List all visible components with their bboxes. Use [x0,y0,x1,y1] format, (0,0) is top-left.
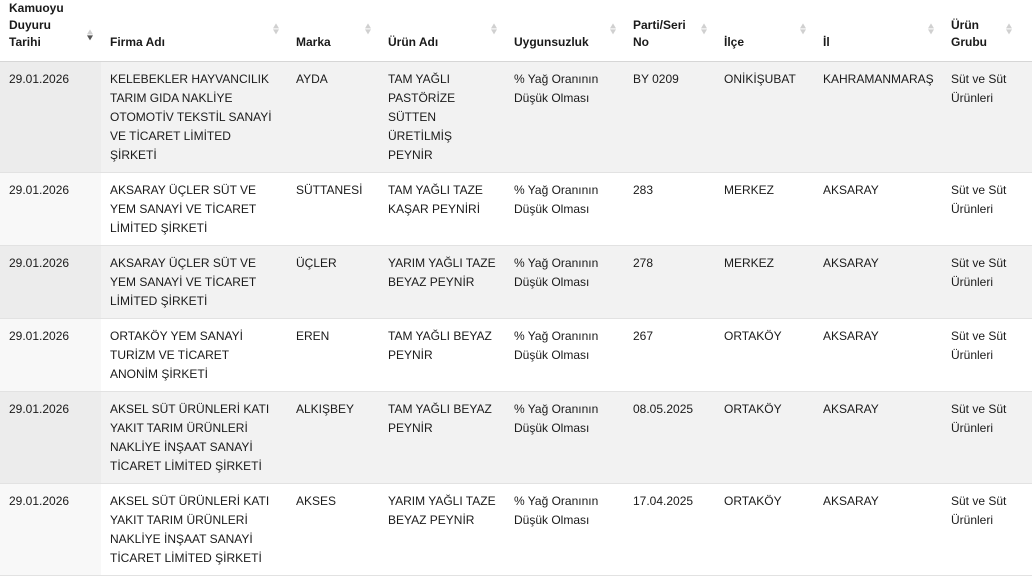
column-header-label: İl [823,35,830,49]
column-header-label: Uygunsuzluk [514,35,589,49]
cell-firm: KELEBEKLER HAYVANCILIK TARIM GIDA NAKLİYE OTOMOTİV TEKSTİL SANAYİ VE TİCARET LİMİTED ŞİRKETİ [101,62,287,173]
cell-batch: BY 0209 [624,62,715,173]
cell-brand: ALKIŞBEY [287,392,379,484]
cell-batch: 17.04.2025 [624,484,715,576]
column-header-date[interactable] [0,0,101,62]
cell-issue: % Yağ Oranının Düşük Olması [505,392,624,484]
cell-brand: ÜÇLER [287,246,379,319]
cell-district: ORTAKÖY [715,319,814,392]
cell-product: TAM YAĞLI PASTÖRİZE SÜTTEN ÜRETİLMİŞ PEYNİR [379,62,505,173]
column-header-label: Marka [296,35,331,49]
table-row[interactable] [0,246,1032,319]
sort-icon [365,23,371,34]
sort-icon [273,23,279,34]
cell-city: AKSARAY [814,173,942,246]
sort-icon [800,23,806,34]
cell-product: TAM YAĞLI BEYAZ PEYNİR [379,319,505,392]
cell-firm: ORTAKÖY YEM SANAYİ TURİZM VE TİCARET ANONİM ŞİRKETİ [101,319,287,392]
column-header-district[interactable] [715,0,814,62]
sort-desc-icon [87,29,93,40]
column-header-group[interactable] [942,0,1032,62]
cell-issue: % Yağ Oranının Düşük Olması [505,484,624,576]
column-header-label: Firma Adı [110,35,165,49]
column-header-label: İlçe [724,35,745,49]
sort-icon [701,23,707,34]
column-header-label: Ürün Grubu [951,18,987,49]
cell-district: MERKEZ [715,173,814,246]
cell-firm: AKSEL SÜT ÜRÜNLERİ KATI YAKIT TARIM ÜRÜNLERİ NAKLİYE İNŞAAT SANAYİ TİCARET LİMİTED ŞİRKETİ [101,392,287,484]
cell-group: Süt ve Süt Ürünleri [942,392,1032,484]
cell-date: 29.01.2026 [0,62,101,173]
table-header-row [0,0,1032,62]
cell-issue: % Yağ Oranının Düşük Olması [505,173,624,246]
column-header-batch[interactable] [624,0,715,62]
sort-icon [491,23,497,34]
cell-batch: 283 [624,173,715,246]
cell-date: 29.01.2026 [0,484,101,576]
column-header-label: Kamuoyu Duyuru Tarihi [9,1,64,49]
cell-product: TAM YAĞLI BEYAZ PEYNİR [379,392,505,484]
table-row[interactable] [0,392,1032,484]
cell-firm: AKSARAY ÜÇLER SÜT VE YEM SANAYİ VE TİCARET LİMİTED ŞİRKETİ [101,173,287,246]
cell-issue: % Yağ Oranının Düşük Olması [505,246,624,319]
cell-group: Süt ve Süt Ürünleri [942,484,1032,576]
column-header-issue[interactable] [505,0,624,62]
cell-product: TAM YAĞLI TAZE KAŞAR PEYNİRİ [379,173,505,246]
cell-brand: SÜTTANESİ [287,173,379,246]
cell-district: ORTAKÖY [715,392,814,484]
cell-city: AKSARAY [814,392,942,484]
cell-district: ONİKİŞUBAT [715,62,814,173]
cell-product: YARIM YAĞLI TAZE BEYAZ PEYNİR [379,484,505,576]
cell-product: YARIM YAĞLI TAZE BEYAZ PEYNİR [379,246,505,319]
cell-batch: 278 [624,246,715,319]
table-body [0,62,1032,576]
cell-issue: % Yağ Oranının Düşük Olması [505,319,624,392]
cell-date: 29.01.2026 [0,319,101,392]
cell-brand: AYDA [287,62,379,173]
column-header-label: Ürün Adı [388,35,439,49]
cell-date: 29.01.2026 [0,392,101,484]
table-row[interactable] [0,484,1032,576]
cell-batch: 267 [624,319,715,392]
cell-date: 29.01.2026 [0,173,101,246]
cell-firm: AKSARAY ÜÇLER SÜT VE YEM SANAYİ VE TİCARET LİMİTED ŞİRKETİ [101,246,287,319]
cell-city: KAHRAMANMARAŞ [814,62,942,173]
cell-city: AKSARAY [814,484,942,576]
cell-group: Süt ve Süt Ürünleri [942,246,1032,319]
cell-district: MERKEZ [715,246,814,319]
column-header-label: Parti/Seri No [633,18,686,49]
column-header-brand[interactable] [287,0,379,62]
table-row[interactable] [0,173,1032,246]
cell-date: 29.01.2026 [0,246,101,319]
column-header-firm[interactable] [101,0,287,62]
cell-city: AKSARAY [814,246,942,319]
sort-icon [928,23,934,34]
cell-firm: AKSEL SÜT ÜRÜNLERİ KATI YAKIT TARIM ÜRÜNLERİ NAKLİYE İNŞAAT SANAYİ TİCARET LİMİTED ŞİRKETİ [101,484,287,576]
cell-group: Süt ve Süt Ürünleri [942,319,1032,392]
cell-city: AKSARAY [814,319,942,392]
sort-icon [610,23,616,34]
column-header-city[interactable] [814,0,942,62]
table-row[interactable] [0,319,1032,392]
column-header-product[interactable] [379,0,505,62]
table-row[interactable] [0,62,1032,173]
cell-issue: % Yağ Oranının Düşük Olması [505,62,624,173]
cell-group: Süt ve Süt Ürünleri [942,62,1032,173]
cell-district: ORTAKÖY [715,484,814,576]
cell-brand: EREN [287,319,379,392]
cell-brand: AKSES [287,484,379,576]
cell-group: Süt ve Süt Ürünleri [942,173,1032,246]
cell-batch: 08.05.2025 [624,392,715,484]
sort-icon [1006,23,1012,34]
